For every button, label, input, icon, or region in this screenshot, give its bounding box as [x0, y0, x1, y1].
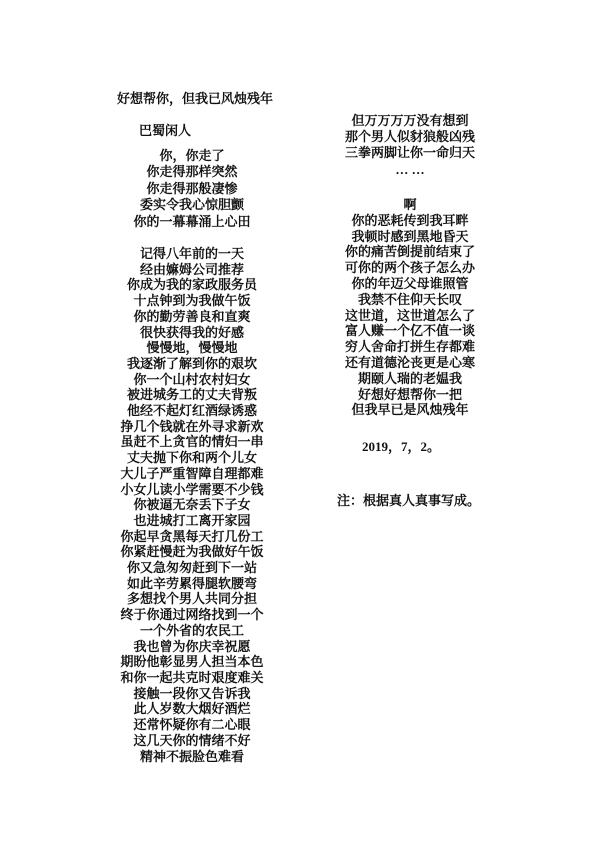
poem-line: 还常怀疑你有二心眼 [133, 717, 251, 733]
poem-line: 可你的两个孩子怎么办 [344, 260, 475, 276]
poem-line: 你的恶耗传到我耳畔 [351, 212, 469, 228]
poem-line: 你走得那样突然 [146, 164, 238, 180]
poem-line: 你又急匆匆赶到下一站 [126, 560, 257, 576]
poem-line: 还有道德沦丧更是心寒 [344, 354, 475, 370]
poem-line: 如此辛劳累得腿软腰弯 [126, 575, 257, 591]
poem-line: 穷人舍命打拼生存都难 [344, 339, 475, 355]
poem-line: 虽赶不上贪官的情妇一串 [120, 434, 264, 450]
poem-line: 终于你通过网络找到一个 [120, 607, 264, 623]
poem-line: 这几天你的情绪不好 [133, 732, 251, 748]
poem-line: 啊 [403, 197, 417, 212]
poem-line: 你的年迈父母谁照管 [351, 275, 469, 291]
poem-line: 你被逼无奈丢下子女 [133, 497, 251, 513]
poem-line: 我也曾为你庆幸祝愿 [133, 638, 251, 654]
poem-line: 你紧赶慢赶为我做好午饭 [120, 544, 264, 560]
poem-line: 我逐渐了解到你的艰坎 [126, 355, 257, 371]
poem-line: 但万万万万没有想到 [351, 113, 469, 128]
poem-title: 好想帮你，但我已风烛残年 [117, 91, 274, 106]
poem-line: 多想找个男人共同分担 [126, 591, 257, 607]
poem-line: 期颐人瑞的老媪我 [357, 370, 462, 386]
poem-date: 2019，7，2。 [361, 439, 440, 454]
poem-author: 巴蜀闲人 [138, 123, 191, 138]
poem-line: 他经不起灯红酒绿诱惑 [126, 403, 257, 419]
poem-line: 挣几个钱就在外寻求新欢 [120, 418, 264, 434]
poem-line: 我顿时感到黑地昏天 [351, 228, 469, 244]
stanza-4 [280, 197, 540, 418]
poem-line: 你成为我的家政服务员 [126, 277, 257, 293]
poem-note: 注：根据真人真事写成。 [337, 493, 481, 508]
poem-line: 和你一起共克时艰度难关 [120, 669, 264, 685]
poem-line: 十点钟到为我做午饭 [133, 293, 251, 309]
poem-line: 期盼他彰显男人担当本色 [120, 654, 264, 670]
poem-line: 那个男人似豺狼般凶残 [344, 129, 475, 145]
poem-line: 你的一幕幕涌上心田 [133, 213, 251, 229]
poem-line: 你的勤劳善良和直爽 [133, 308, 251, 324]
poem-line: 你，你走了 [159, 148, 225, 163]
poem-line: 经由嫲姆公司推荐 [139, 261, 244, 277]
poem-line: 三拳两脚让你一命归天 [344, 145, 475, 161]
poem-line: 这世道，这世道怎么了 [344, 307, 475, 323]
poem-line: 一个外省的农民工 [139, 622, 244, 638]
poem-line: 但我早已是风烛残年 [351, 402, 469, 418]
poem-line: 被进城务工的丈夫背叛 [126, 387, 257, 403]
poem-line: 记得八年前的一天 [139, 246, 244, 261]
poem-line: 也进城打工离开家园 [133, 512, 251, 528]
poem-line: 你起早贪黑每天打几份工 [120, 528, 264, 544]
poem-line: 精神不振脸色难看 [139, 748, 244, 764]
poem-line: 接触一段你又告诉我 [133, 685, 251, 701]
poem-line: 此人岁数大烟好酒烂 [133, 701, 251, 717]
poem-line: 富人赚一个亿不值一谈 [344, 323, 475, 339]
poem-line: 慢慢地，慢慢地 [146, 340, 238, 356]
poem-line: 你一个山村农村妇女 [133, 371, 251, 387]
poem-line: 大儿子严重智障自理都难 [120, 465, 264, 481]
poem-line: 好想好想帮你一把 [357, 386, 462, 402]
stanza-3 [280, 113, 540, 178]
poem-line: 小女儿读小学需要不少钱 [120, 481, 264, 497]
poem-line: 丈夫抛下你和两个儿女 [126, 450, 257, 466]
poem-line: 我禁不住仰天长叹 [357, 291, 462, 307]
poem-line: … … [395, 161, 425, 177]
poem-line: 委实令我心惊胆颤 [139, 197, 244, 213]
poem-line: 很快获得我的好感 [139, 324, 244, 340]
poem-line: 你的痛苦倒提前结束了 [344, 244, 475, 260]
poem-line: 你走得那般凄惨 [146, 180, 238, 196]
